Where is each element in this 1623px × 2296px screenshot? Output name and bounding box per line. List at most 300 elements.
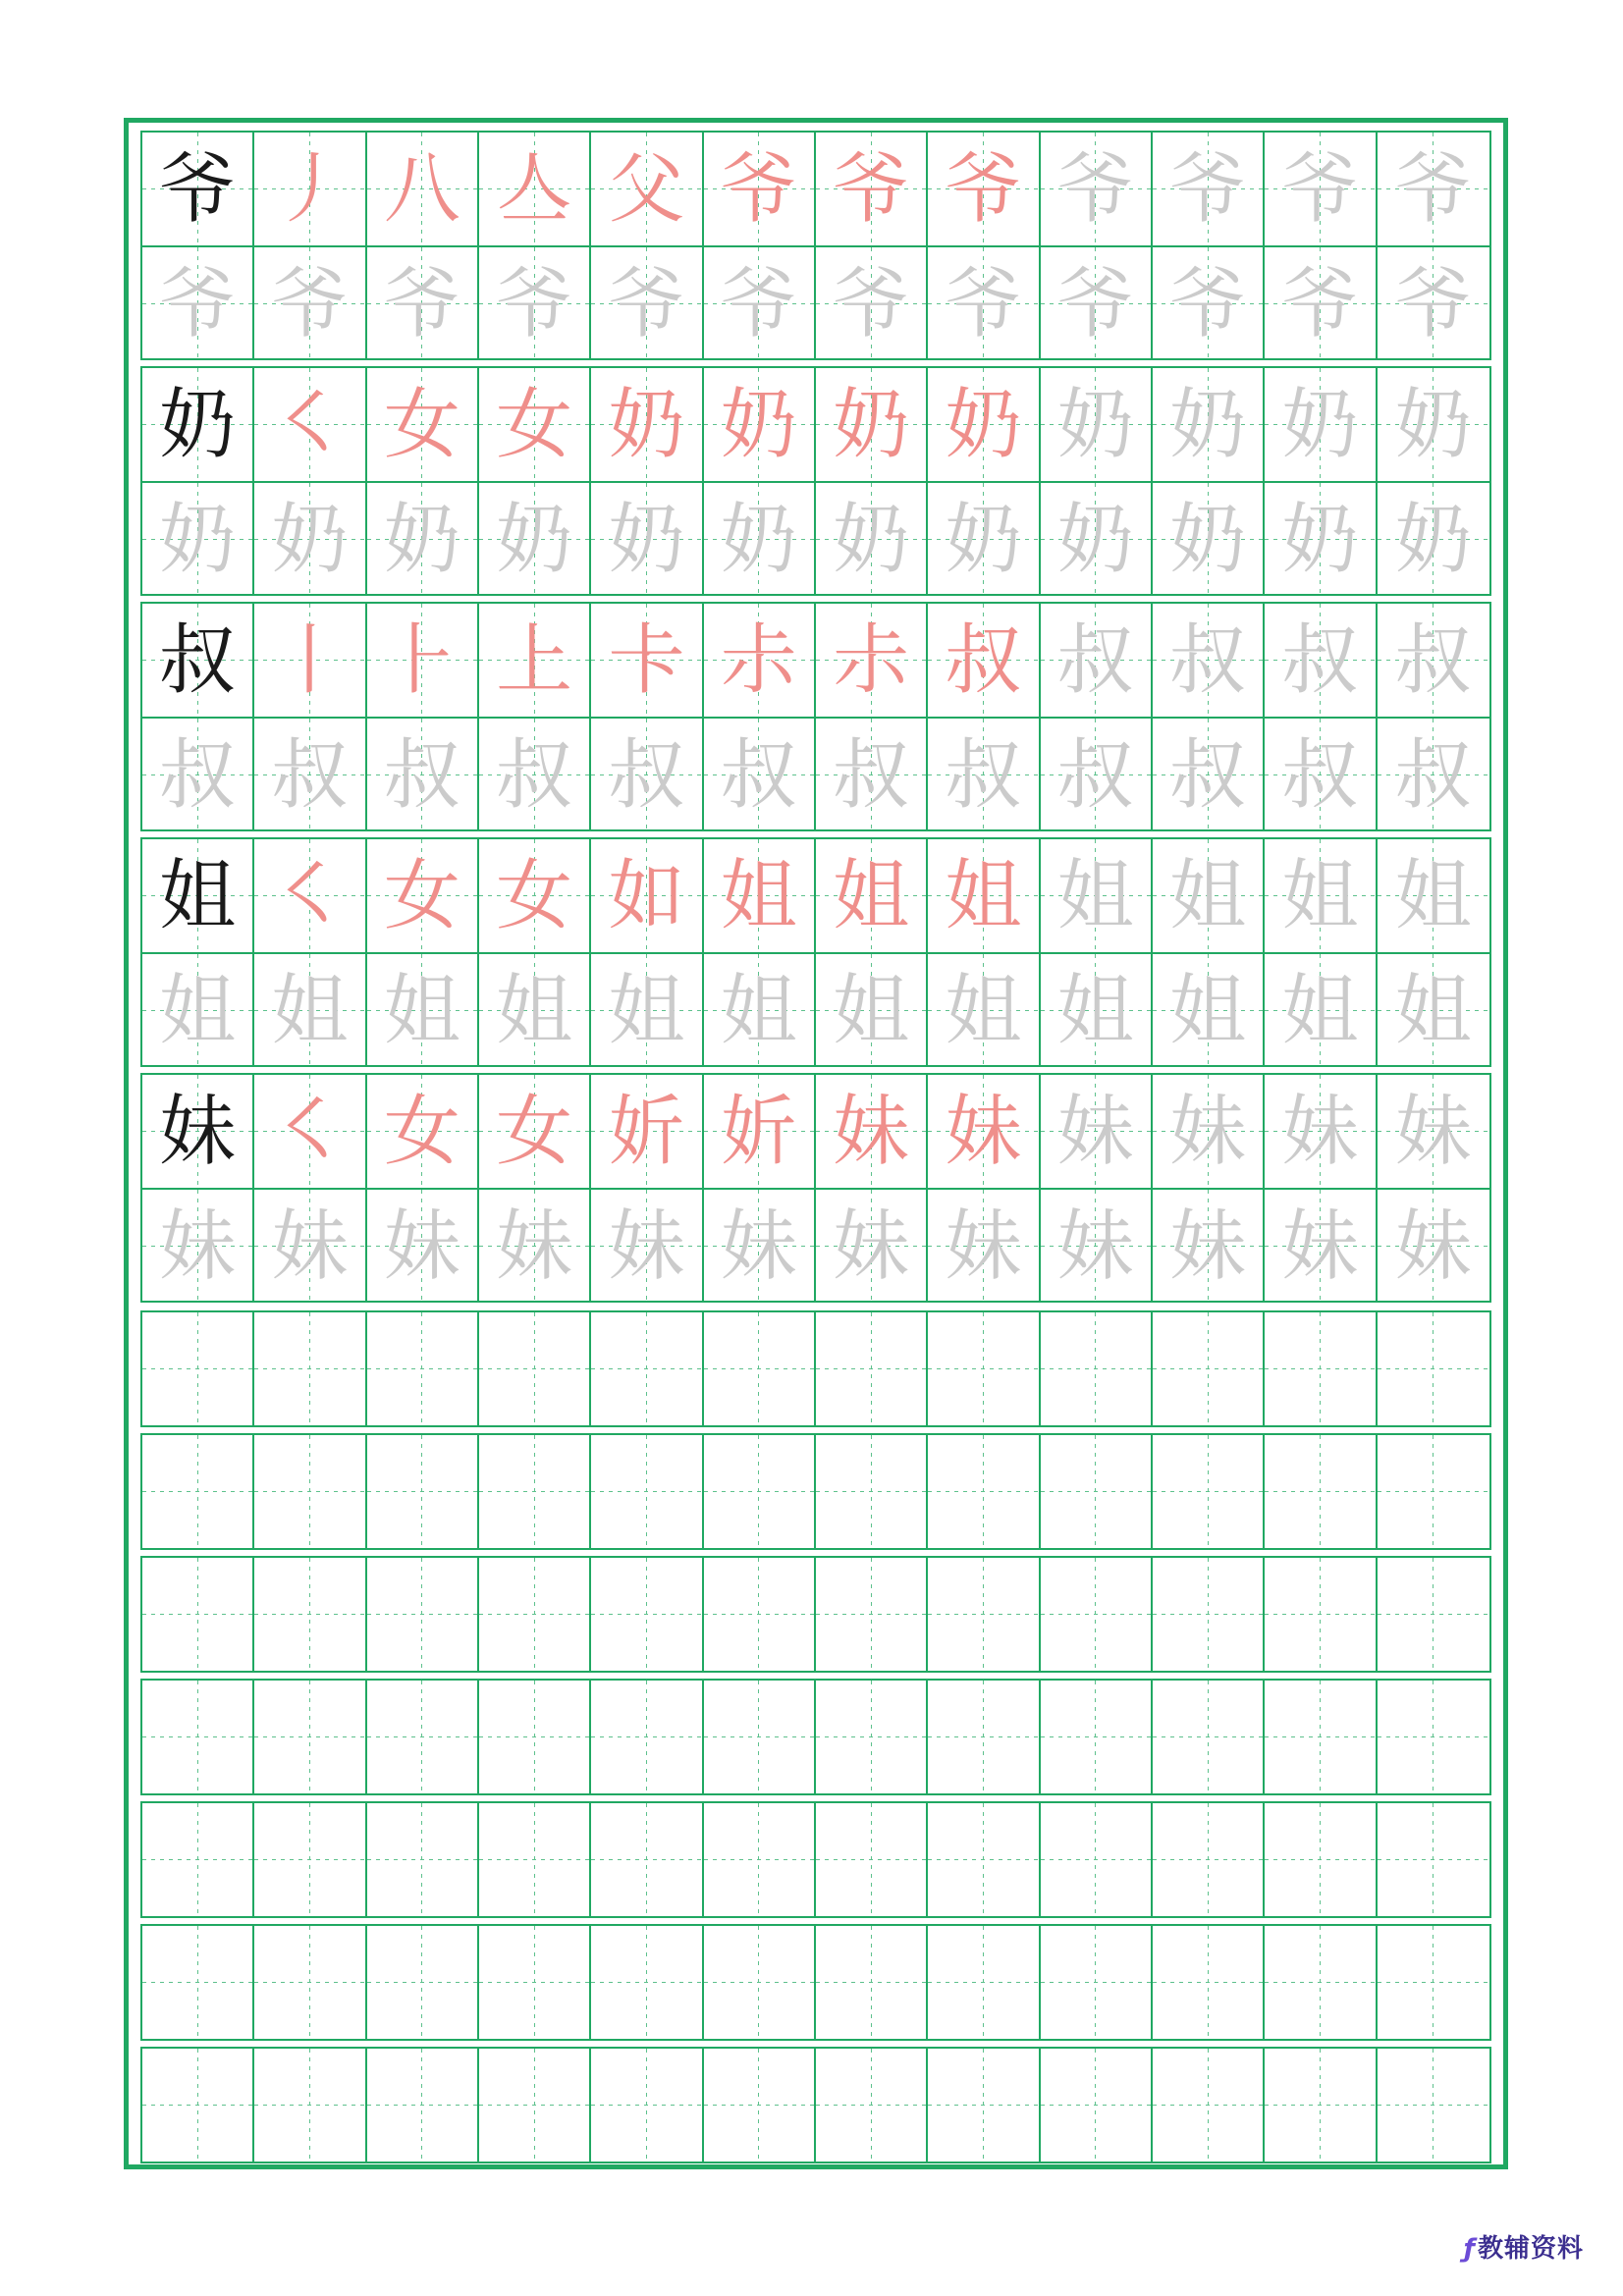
writing-cell[interactable] <box>1153 1926 1265 2039</box>
writing-cell[interactable] <box>591 1803 703 1916</box>
writing-cell[interactable] <box>142 1926 254 2039</box>
writing-cell[interactable] <box>479 247 591 360</box>
writing-cell[interactable] <box>816 1558 928 1671</box>
writing-cell[interactable] <box>479 954 591 1067</box>
writing-cell[interactable] <box>816 1075 928 1188</box>
writing-cell[interactable] <box>928 2049 1040 2162</box>
writing-cell[interactable] <box>142 2049 254 2162</box>
writing-cell[interactable] <box>142 247 254 360</box>
writing-cell[interactable] <box>1265 604 1377 717</box>
writing-cell[interactable] <box>142 954 254 1067</box>
writing-cell[interactable] <box>1265 1558 1377 1671</box>
writing-cell[interactable] <box>591 1190 703 1303</box>
trace-character: 妹 <box>1394 1201 1472 1291</box>
trace-character: 爷 <box>833 259 910 348</box>
blank-practice-row <box>140 1924 1491 2041</box>
writing-cell[interactable] <box>254 1312 366 1425</box>
writing-cell[interactable] <box>1378 604 1489 717</box>
trace-character: 妹 <box>1281 1201 1359 1291</box>
stroke-order-step: 尗 <box>833 615 910 705</box>
trace-character: 姐 <box>383 966 460 1055</box>
stroke-order-step: 女 <box>383 1087 460 1176</box>
writing-cell[interactable] <box>704 247 816 360</box>
stroke-order-step: 八 <box>383 144 460 234</box>
writing-cell[interactable] <box>704 1075 816 1188</box>
writing-cell[interactable] <box>704 1312 816 1425</box>
writing-cell[interactable] <box>1265 1926 1377 2039</box>
writing-cell[interactable] <box>1378 839 1489 952</box>
writing-cell[interactable] <box>1041 839 1153 952</box>
writing-cell[interactable] <box>1378 1435 1489 1548</box>
writing-cell[interactable] <box>1041 1312 1153 1425</box>
stroke-order-step: 爷 <box>945 144 1022 234</box>
writing-cell[interactable] <box>254 1926 366 2039</box>
writing-cell[interactable] <box>1265 954 1377 1067</box>
tracing-row <box>142 481 1489 596</box>
writing-cell[interactable] <box>1041 2049 1153 2162</box>
blank-practice-row <box>140 1433 1491 1550</box>
writing-cell[interactable] <box>1041 247 1153 360</box>
writing-cell[interactable] <box>479 604 591 717</box>
stroke-order-step: ㇛ <box>271 1087 349 1176</box>
writing-cell[interactable] <box>928 1435 1040 1548</box>
writing-cell[interactable] <box>254 368 366 481</box>
trace-character: 奶 <box>720 495 797 584</box>
writing-cell[interactable] <box>142 839 254 952</box>
writing-cell[interactable] <box>928 954 1040 1067</box>
writing-cell[interactable] <box>928 719 1040 831</box>
brand-text: 教辅资料 <box>1477 2234 1584 2264</box>
writing-cell[interactable] <box>1378 368 1489 481</box>
writing-cell[interactable] <box>928 839 1040 952</box>
writing-cell[interactable] <box>367 604 479 717</box>
stroke-order-row <box>142 1558 1489 1671</box>
writing-cell[interactable] <box>816 1803 928 1916</box>
writing-cell[interactable] <box>367 1435 479 1548</box>
stroke-order-step: 奶 <box>1394 380 1472 469</box>
writing-cell[interactable] <box>254 1558 366 1671</box>
stroke-order-step: 妹 <box>1281 1087 1359 1176</box>
writing-cell[interactable] <box>1265 1803 1377 1916</box>
writing-cell[interactable] <box>1041 1075 1153 1188</box>
stroke-order-row <box>142 1075 1489 1188</box>
writing-cell[interactable] <box>928 1926 1040 2039</box>
stroke-order-step: 妹 <box>833 1087 910 1176</box>
writing-cell[interactable] <box>591 368 703 481</box>
writing-cell[interactable] <box>142 1190 254 1303</box>
writing-cell[interactable] <box>1041 133 1153 245</box>
trace-character: 爷 <box>159 259 237 348</box>
stroke-order-step: 妹 <box>1394 1087 1472 1176</box>
writing-cell[interactable] <box>1378 719 1489 831</box>
writing-cell[interactable] <box>1265 839 1377 952</box>
writing-cell[interactable] <box>591 483 703 596</box>
writing-cell[interactable] <box>367 133 479 245</box>
writing-cell[interactable] <box>367 1075 479 1188</box>
stroke-order-row <box>142 2049 1489 2162</box>
writing-cell[interactable] <box>1378 2049 1489 2162</box>
writing-cell[interactable] <box>704 1803 816 1916</box>
writing-cell[interactable] <box>816 483 928 596</box>
writing-cell[interactable] <box>591 133 703 245</box>
writing-cell[interactable] <box>1041 1435 1153 1548</box>
writing-cell[interactable] <box>254 247 366 360</box>
trace-character: 爷 <box>383 259 460 348</box>
writing-cell[interactable] <box>1265 483 1377 596</box>
writing-cell[interactable] <box>142 1681 254 1793</box>
writing-cell[interactable] <box>1153 1558 1265 1671</box>
stroke-order-row <box>142 839 1489 952</box>
writing-cell[interactable] <box>704 1681 816 1793</box>
blank-practice-row <box>140 1310 1491 1427</box>
writing-cell[interactable] <box>367 483 479 596</box>
writing-cell[interactable] <box>479 1803 591 1916</box>
stroke-order-step: 奶 <box>1281 380 1359 469</box>
stroke-order-step: 妹 <box>1056 1087 1134 1176</box>
writing-cell[interactable] <box>1378 1312 1489 1425</box>
writing-cell[interactable] <box>254 1075 366 1188</box>
writing-cell[interactable] <box>816 719 928 831</box>
writing-cell[interactable] <box>1378 1681 1489 1793</box>
writing-cell[interactable] <box>1153 368 1265 481</box>
writing-cell[interactable] <box>479 483 591 596</box>
trace-character: 妹 <box>608 1201 685 1291</box>
writing-cell[interactable] <box>591 1435 703 1548</box>
writing-cell[interactable] <box>1265 1681 1377 1793</box>
stroke-order-row <box>142 1803 1489 1916</box>
writing-cell[interactable] <box>1153 483 1265 596</box>
trace-character: 奶 <box>271 495 349 584</box>
writing-cell[interactable] <box>254 954 366 1067</box>
writing-cell[interactable] <box>816 1926 928 2039</box>
writing-cell[interactable] <box>1041 1926 1153 2039</box>
trace-character: 奶 <box>608 495 685 584</box>
writing-cell[interactable] <box>704 133 816 245</box>
stroke-order-step: 父 <box>608 144 685 234</box>
tracing-row <box>142 1188 1489 1303</box>
writing-cell[interactable] <box>1153 1312 1265 1425</box>
writing-cell[interactable] <box>704 1190 816 1303</box>
writing-cell[interactable] <box>928 1681 1040 1793</box>
writing-cell[interactable] <box>367 839 479 952</box>
writing-cell[interactable] <box>1378 483 1489 596</box>
writing-cell[interactable] <box>816 1435 928 1548</box>
stroke-order-row <box>142 1435 1489 1548</box>
writing-cell[interactable] <box>1378 954 1489 1067</box>
writing-cell[interactable] <box>704 483 816 596</box>
writing-cell[interactable] <box>816 839 928 952</box>
writing-cell[interactable] <box>1153 954 1265 1067</box>
trace-character: 奶 <box>1394 495 1472 584</box>
writing-cell[interactable] <box>1041 1681 1153 1793</box>
trace-character: 奶 <box>1169 495 1247 584</box>
writing-cell[interactable] <box>142 1803 254 1916</box>
writing-cell[interactable] <box>479 1681 591 1793</box>
writing-cell[interactable] <box>254 483 366 596</box>
writing-cell[interactable] <box>1378 1558 1489 1671</box>
stroke-order-step: 叔 <box>1394 615 1472 705</box>
writing-cell[interactable] <box>142 1312 254 1425</box>
stroke-order-step: 叔 <box>945 615 1022 705</box>
trace-character: 妹 <box>271 1201 349 1291</box>
writing-cell[interactable] <box>479 1312 591 1425</box>
writing-cell[interactable] <box>479 2049 591 2162</box>
writing-cell[interactable] <box>142 719 254 831</box>
writing-cell[interactable] <box>367 1312 479 1425</box>
stroke-order-step: 亼 <box>496 144 573 234</box>
writing-cell[interactable] <box>816 954 928 1067</box>
writing-cell[interactable] <box>1153 839 1265 952</box>
tracing-row <box>142 952 1489 1067</box>
trace-character: 妹 <box>383 1201 460 1291</box>
writing-cell[interactable] <box>367 368 479 481</box>
writing-cell[interactable] <box>254 1190 366 1303</box>
stroke-order-step: 奶 <box>1056 380 1134 469</box>
stroke-order-row <box>142 133 1489 245</box>
writing-cell[interactable] <box>142 1435 254 1548</box>
writing-cell[interactable] <box>591 604 703 717</box>
stroke-order-step: 妡 <box>720 1087 797 1176</box>
writing-cell[interactable] <box>1153 604 1265 717</box>
writing-cell[interactable] <box>1378 1926 1489 2039</box>
writing-cell[interactable] <box>816 1681 928 1793</box>
model-character: 妹 <box>159 1087 237 1176</box>
writing-cell[interactable] <box>591 1075 703 1188</box>
writing-cell[interactable] <box>1153 1681 1265 1793</box>
trace-character: 叔 <box>1169 730 1247 820</box>
stroke-order-step: 姐 <box>1281 851 1359 940</box>
writing-cell[interactable] <box>816 247 928 360</box>
stroke-order-step: ㇛ <box>271 851 349 940</box>
trace-character: 爷 <box>496 259 573 348</box>
writing-cell[interactable] <box>479 1075 591 1188</box>
writing-cell[interactable] <box>1153 719 1265 831</box>
writing-cell[interactable] <box>1265 1435 1377 1548</box>
trace-character: 姐 <box>945 966 1022 1055</box>
writing-cell[interactable] <box>142 483 254 596</box>
writing-cell[interactable] <box>928 1075 1040 1188</box>
writing-cell[interactable] <box>1378 1190 1489 1303</box>
writing-cell[interactable] <box>928 247 1040 360</box>
writing-cell[interactable] <box>1153 1190 1265 1303</box>
writing-cell[interactable] <box>704 954 816 1067</box>
writing-cell[interactable] <box>1041 604 1153 717</box>
writing-cell[interactable] <box>816 1190 928 1303</box>
writing-cell[interactable] <box>816 133 928 245</box>
writing-cell[interactable] <box>367 2049 479 2162</box>
writing-cell[interactable] <box>254 839 366 952</box>
model-character: 叔 <box>159 615 237 705</box>
writing-cell[interactable] <box>816 2049 928 2162</box>
writing-cell[interactable] <box>704 604 816 717</box>
writing-cell[interactable] <box>479 368 591 481</box>
trace-character: 奶 <box>159 495 237 584</box>
writing-cell[interactable] <box>367 1190 479 1303</box>
writing-cell[interactable] <box>1265 1075 1377 1188</box>
trace-character: 妹 <box>496 1201 573 1291</box>
writing-cell[interactable] <box>591 839 703 952</box>
stroke-order-step: 爷 <box>1281 144 1359 234</box>
writing-cell[interactable] <box>479 839 591 952</box>
writing-cell[interactable] <box>704 1558 816 1671</box>
writing-cell[interactable] <box>254 2049 366 2162</box>
writing-cell[interactable] <box>367 954 479 1067</box>
trace-character: 叔 <box>383 730 460 820</box>
stroke-order-row <box>142 604 1489 717</box>
writing-cell[interactable] <box>928 604 1040 717</box>
writing-cell[interactable] <box>704 839 816 952</box>
trace-character: 叔 <box>720 730 797 820</box>
writing-cell[interactable] <box>591 247 703 360</box>
trace-character: 妹 <box>1056 1201 1134 1291</box>
stroke-order-step: 女 <box>496 851 573 940</box>
character-group <box>140 602 1491 831</box>
writing-cell[interactable] <box>479 719 591 831</box>
writing-cell[interactable] <box>1378 1075 1489 1188</box>
writing-cell[interactable] <box>1041 368 1153 481</box>
stroke-order-step: 女 <box>383 380 460 469</box>
writing-cell[interactable] <box>1265 1190 1377 1303</box>
stroke-order-step: 卡 <box>608 615 685 705</box>
writing-cell[interactable] <box>816 604 928 717</box>
writing-cell[interactable] <box>254 604 366 717</box>
stroke-order-step: 上 <box>496 615 573 705</box>
stroke-order-step: 姐 <box>1394 851 1472 940</box>
stroke-order-step: 爷 <box>833 144 910 234</box>
trace-character: 妹 <box>720 1201 797 1291</box>
writing-cell[interactable] <box>1041 719 1153 831</box>
trace-character: 爷 <box>608 259 685 348</box>
character-group <box>140 837 1491 1067</box>
writing-cell[interactable] <box>479 1926 591 2039</box>
writing-cell[interactable] <box>1378 133 1489 245</box>
stroke-order-step: 妹 <box>945 1087 1022 1176</box>
blank-practice-row <box>140 2047 1491 2163</box>
writing-cell[interactable] <box>254 1435 366 1548</box>
trace-character: 爷 <box>1169 259 1247 348</box>
trace-character: 妹 <box>945 1201 1022 1291</box>
writing-cell[interactable] <box>1041 483 1153 596</box>
writing-cell[interactable] <box>367 1803 479 1916</box>
writing-cell[interactable] <box>1378 1803 1489 1916</box>
stroke-order-step: 奶 <box>945 380 1022 469</box>
stroke-order-step: 叔 <box>1169 615 1247 705</box>
trace-character: 爷 <box>1056 259 1134 348</box>
writing-cell[interactable] <box>591 2049 703 2162</box>
writing-cell[interactable] <box>367 1681 479 1793</box>
trace-character: 姐 <box>271 966 349 1055</box>
character-group <box>140 131 1491 360</box>
trace-character: 爷 <box>945 259 1022 348</box>
writing-cell[interactable] <box>254 1681 366 1793</box>
writing-cell[interactable] <box>367 247 479 360</box>
brand-mark: ƒ <box>1463 2234 1476 2264</box>
trace-character: 妹 <box>1169 1201 1247 1291</box>
writing-cell[interactable] <box>704 2049 816 2162</box>
stroke-order-step: 姐 <box>720 851 797 940</box>
writing-cell[interactable] <box>1153 247 1265 360</box>
stroke-order-step: 姐 <box>1056 851 1134 940</box>
trace-character: 爷 <box>271 259 349 348</box>
writing-cell[interactable] <box>142 1075 254 1188</box>
writing-cell[interactable] <box>704 368 816 481</box>
stroke-order-step: 尗 <box>720 615 797 705</box>
writing-cell[interactable] <box>254 719 366 831</box>
writing-cell[interactable] <box>1265 1312 1377 1425</box>
writing-cell[interactable] <box>479 1435 591 1548</box>
writing-cell[interactable] <box>1153 2049 1265 2162</box>
writing-cell[interactable] <box>1153 133 1265 245</box>
trace-character: 叔 <box>1394 730 1472 820</box>
writing-cell[interactable] <box>142 133 254 245</box>
writing-cell[interactable] <box>367 1558 479 1671</box>
character-group <box>140 1073 1491 1303</box>
writing-cell[interactable] <box>1041 1558 1153 1671</box>
writing-cell[interactable] <box>591 1926 703 2039</box>
writing-cell[interactable] <box>704 719 816 831</box>
writing-cell[interactable] <box>816 1312 928 1425</box>
writing-cell[interactable] <box>254 1803 366 1916</box>
writing-cell[interactable] <box>591 1558 703 1671</box>
writing-cell[interactable] <box>1265 2049 1377 2162</box>
writing-cell[interactable] <box>704 1435 816 1548</box>
writing-cell[interactable] <box>142 1558 254 1671</box>
writing-cell[interactable] <box>928 368 1040 481</box>
stroke-order-row <box>142 1312 1489 1425</box>
writing-cell[interactable] <box>1041 1803 1153 1916</box>
writing-cell[interactable] <box>928 133 1040 245</box>
writing-cell[interactable] <box>1265 719 1377 831</box>
writing-cell[interactable] <box>1265 133 1377 245</box>
writing-cell[interactable] <box>591 719 703 831</box>
stroke-order-step: 爷 <box>1169 144 1247 234</box>
writing-cell[interactable] <box>1041 954 1153 1067</box>
writing-cell[interactable] <box>367 1926 479 2039</box>
writing-cell[interactable] <box>928 1803 1040 1916</box>
stroke-order-step: 女 <box>383 851 460 940</box>
writing-cell[interactable] <box>591 1681 703 1793</box>
writing-cell[interactable] <box>1153 1435 1265 1548</box>
writing-cell[interactable] <box>1378 247 1489 360</box>
writing-cell[interactable] <box>1041 1190 1153 1303</box>
trace-character: 奶 <box>1281 495 1359 584</box>
writing-cell[interactable] <box>928 483 1040 596</box>
writing-cell[interactable] <box>254 133 366 245</box>
writing-cell[interactable] <box>1265 247 1377 360</box>
writing-cell[interactable] <box>367 719 479 831</box>
writing-cell[interactable] <box>928 1190 1040 1303</box>
stroke-order-row <box>142 368 1489 481</box>
writing-cell[interactable] <box>479 1190 591 1303</box>
writing-cell[interactable] <box>479 1558 591 1671</box>
stroke-order-step: 奶 <box>1169 380 1247 469</box>
trace-character: 叔 <box>945 730 1022 820</box>
writing-cell[interactable] <box>591 1312 703 1425</box>
writing-cell[interactable] <box>704 1926 816 2039</box>
writing-cell[interactable] <box>591 954 703 1067</box>
stroke-order-row <box>142 1926 1489 2039</box>
writing-cell[interactable] <box>142 604 254 717</box>
writing-cell[interactable] <box>1153 1803 1265 1916</box>
writing-cell[interactable] <box>928 1312 1040 1425</box>
writing-cell[interactable] <box>1153 1075 1265 1188</box>
writing-cell[interactable] <box>479 133 591 245</box>
stroke-order-step: 姐 <box>833 851 910 940</box>
writing-cell[interactable] <box>816 368 928 481</box>
writing-cell[interactable] <box>928 1558 1040 1671</box>
writing-cell[interactable] <box>142 368 254 481</box>
writing-cell[interactable] <box>1265 368 1377 481</box>
